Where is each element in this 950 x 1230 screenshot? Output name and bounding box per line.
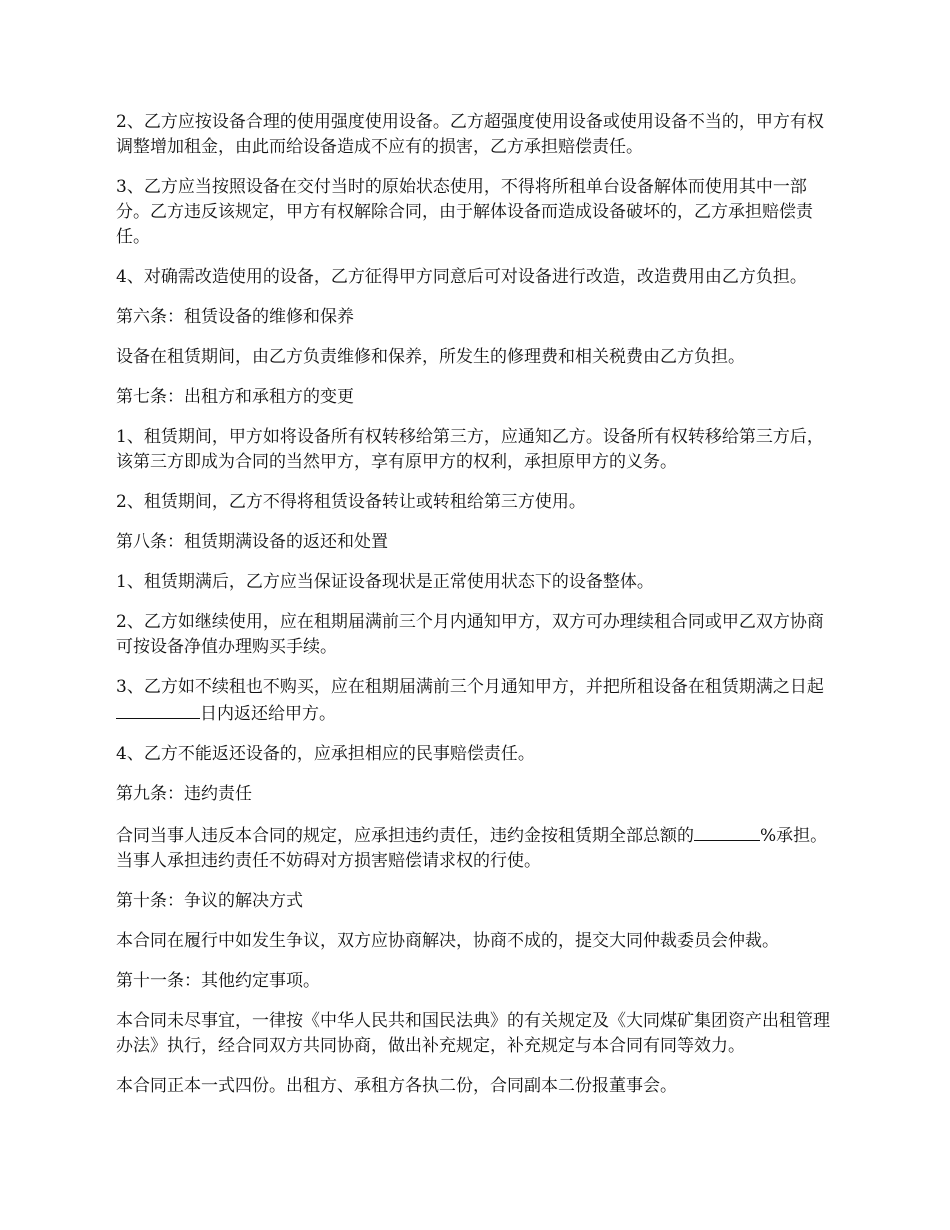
clause-9-body: [116, 822, 836, 874]
clause-9-heading: 第九条：违约责任: [116, 784, 252, 804]
penalty-percent-blank: [694, 822, 760, 841]
clause-10-heading: 第十条：争议的解决方式: [116, 891, 303, 911]
return-days-blank: [116, 700, 200, 719]
document-body: [116, 110, 836, 1114]
clause-8-heading: 第八条：租赁期满设备的返还和处置: [116, 532, 388, 552]
clause-10-body: 本合同在履行中如发生争议，双方应协商解决，协商不成的，提交大同仲裁委员会仲裁。: [116, 931, 779, 951]
copies-clause: 本合同正本一式四份。出租方、承租方各执二份，合同副本二份报董事会。: [116, 1076, 677, 1096]
clause-5-item-2: 2、乙方应按设备合理的使用强度使用设备。乙方超强度使用设备或使用设备不当的，甲方有权调整增加租金，由此而给设备造成不应有的损害，乙方承担赔偿责任。: [116, 112, 824, 157]
clause-5-item-3: 3、乙方应当按照设备在交付当时的原始状态使用，不得将所租单台设备解体而使用其中一部分。乙方违反该规定，甲方有权解除合同，由于解体设备而造成设备破坏的，乙方承担赔偿责任。: [116, 177, 813, 247]
clause-7-item-2: 2、租赁期间，乙方不得将租赁设备转让或转租给第三方使用。: [116, 492, 586, 512]
clause-8-item-3: [116, 675, 836, 727]
clause-8-item-4: 4、乙方不能返还设备的，应承担相应的民事赔偿责任。: [116, 744, 535, 764]
clause-7-heading: 第七条：出租方和承租方的变更: [116, 387, 354, 407]
clause-8-item-3-text-after: 日内返还给甲方。: [200, 704, 336, 724]
clause-8-item-3-text-before: 3、乙方如不续租也不购买，应在租期届满前三个月通知甲方，并把所租设备在租赁期满之日起: [116, 677, 824, 697]
clause-6-heading: 第六条：租赁设备的维修和保养: [116, 307, 354, 327]
clause-8-item-1: 1、租赁期满后，乙方应当保证设备现状是正常使用状态下的设备整体。: [116, 572, 654, 592]
clause-11-heading: 第十一条：其他约定事项。: [116, 971, 320, 991]
clause-9-body-text-before: 合同当事人违反本合同的规定，应承担违约责任，违约金按租赁期全部总额的: [116, 826, 694, 846]
clause-9-body-text-after: %承担。当事人承担违约责任不妨碍对方损害赔偿请求权的行使。: [116, 826, 828, 871]
clause-8-item-2: 2、乙方如继续使用，应在租期届满前三个月内通知甲方，双方可办理续租合同或甲乙双方协商可按设备净值办理购买手续。: [116, 612, 824, 657]
clause-6-body: 设备在租赁期间，由乙方负责维修和保养，所发生的修理费和相关税费由乙方负担。: [116, 347, 745, 367]
clause-7-item-1: 1、租赁期间，甲方如将设备所有权转移给第三方，应通知乙方。设备所有权转移给第三方后，该第三方即成为合同的当然甲方，享有原甲方的权利，承担原甲方的义务。: [116, 427, 824, 472]
clause-5-item-4: 4、对确需改造使用的设备，乙方征得甲方同意后可对设备进行改造，改造费用由乙方负担。: [116, 267, 807, 287]
clause-11-body: 本合同未尽事宜，一律按《中华人民共和国民法典》的有关规定及《大同煤矿集团资产出租管理办法》执行，经合同双方共同协商，做出补充规定，补充规定与本合同有同等效力。: [116, 1011, 830, 1056]
